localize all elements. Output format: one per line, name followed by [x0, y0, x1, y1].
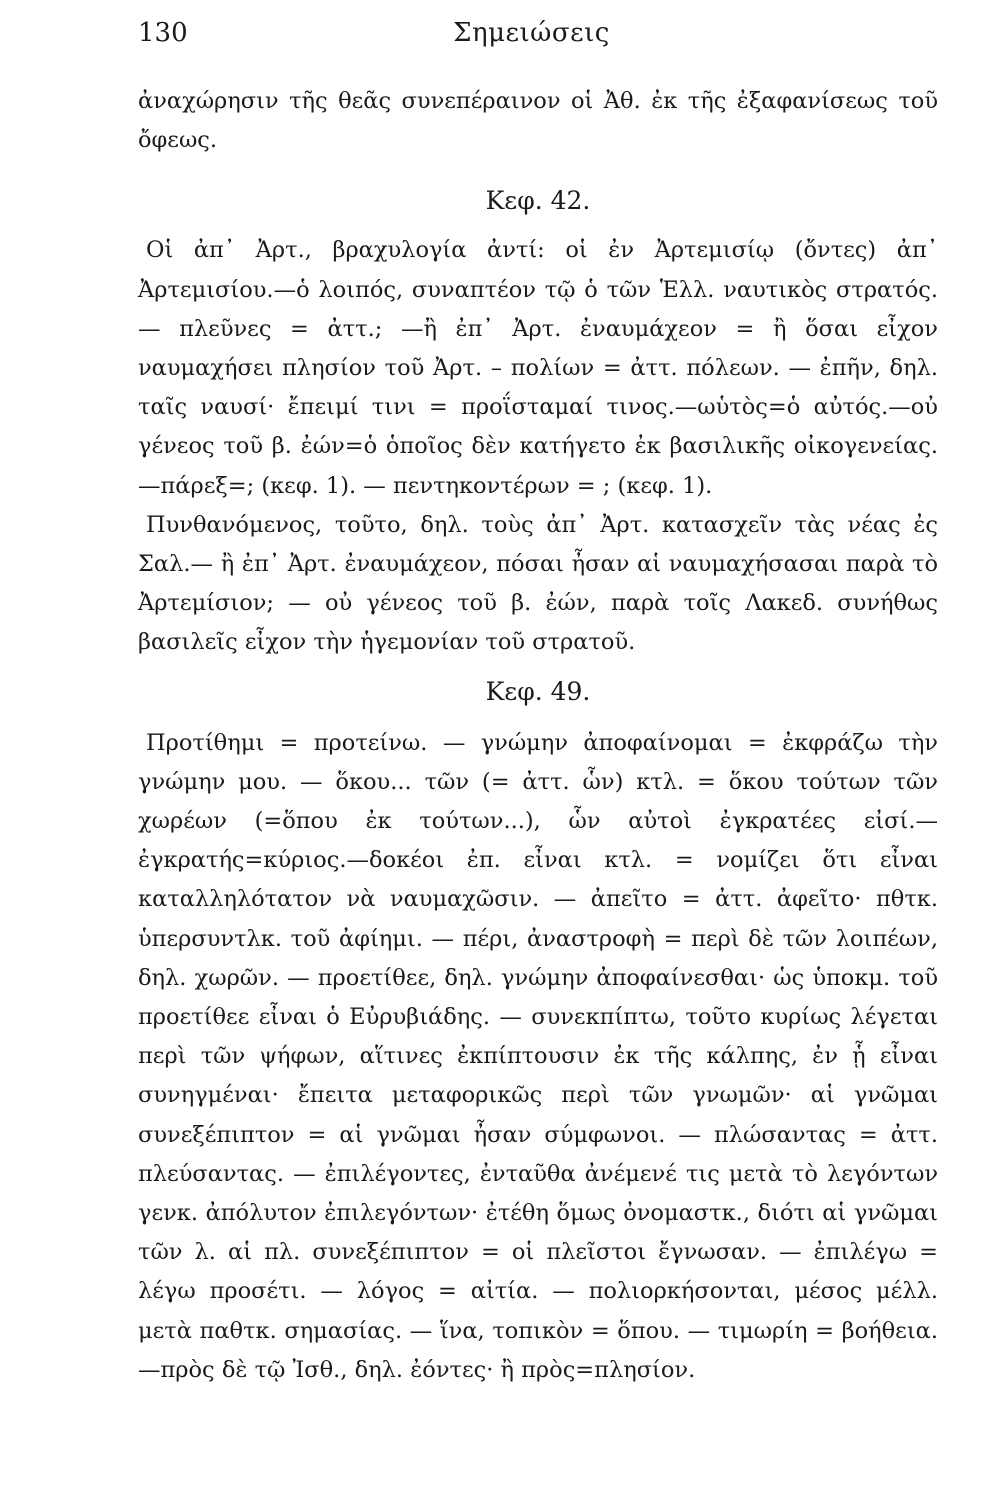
running-title: Σημειώσεις [453, 18, 610, 48]
page-number: 130 [138, 18, 188, 48]
page-body [138, 82, 938, 1390]
chapter-heading-49: Κεφ. 49. [485, 676, 591, 706]
chapter-49-paragraph-1: Προτίθημι = προτείνω. — γνώμην ἀποφαίνομαι = ἐκφράζω τὴν γνώμην μου. — ὅκου... τῶν (= ἀττ. ὧν) κτλ. = ὅκου τούτων τῶν χωρέων (=ὅπου ἐκ τούτων...), ὧν αὐτοὶ ἐγκρατέες εἰσί.—ἐγκρατής=κύριος.—δοκέοι ἐπ. εἶναι κτλ. = νομίζει ὅτι εἶναι καταλληλότατον νὰ ναυμαχῶσιν. — ἀπεῖτο = ἀττ. ἀφεῖτο· πθτκ. ὑπερσυντλκ. τοῦ ἀφίημι. — πέρι, ἀναστροφὴ = περὶ δὲ τῶν λοιπέων, δηλ. χωρῶν. — προετίθεε, δηλ. γνώμην ἀποφαίνεσθαι· ὡς ὑποκμ. τοῦ προετίθεε εἶναι ὁ Εὐρυβιάδης. — συνεκπίπτω, τοῦτο κυρίως λέγεται περὶ τῶν ψήφων, αἵτινες ἐκπίπτουσιν ἐκ τῆς κάλπης, ἐν ᾗ εἶναι συνηγμέναι· ἔπειτα μεταφορικῶς περὶ τῶν γνωμῶν· αἱ γνῶμαι συνεξέπιπτον = αἱ γνῶμαι ἦσαν σύμφωνοι. — πλώσαντας = ἀττ. πλεύσαντας. — ἐπιλέγοντες, ἐνταῦθα ἀνέμενέ τις μετὰ τὸ λεγόντων γενκ. ἀπόλυτον ἐπιλεγόντων· ἐτέθη ὅμως ὀνομαστκ., διότι αἱ γνῶμαι τῶν λ. αἱ πλ. συνεξέπιπτον = οἱ πλεῖστοι ἔγνωσαν. — ἐπιλέγω = λέγω προσέτι. — λόγος = αἰτία. — πολιορκήσονται, μέσος μέλλ. μετὰ παθτκ. σημασίας. — ἵνα, τοπικὸν = ὅπου. — τιμωρίη = βοήθεια.—πρὸς δὲ τῷ Ἰσθ., δηλ. ἐόντες· ἢ πρὸς=πλησίον. [138, 729, 938, 1383]
page-header [138, 18, 925, 58]
chapter-42-paragraph-2: Πυνθανόμενος, τοῦτο, δηλ. τοὺς ἀπ᾽ Ἀρτ. κατασχεῖν τὰς νέας ἐς Σαλ.— ἢ ἐπ᾽ Ἀρτ. ἐναυμάχεον, πόσαι ἦσαν αἱ ναυμαχήσασαι παρὰ τὸ Ἀρτεμίσιον; — οὐ γένεος τοῦ β. ἐών, παρὰ τοῖς Λακεδ. συνήθως βασιλεῖς εἶχον τὴν ἡγεμονίαν τοῦ στρατοῦ. [138, 511, 938, 656]
intro-paragraph: ἀναχώρησιν τῆς θεᾶς συνεπέραινον οἱ Ἀθ. ἐκ τῆς ἐξαφανίσεως τοῦ ὄφεως. [138, 88, 938, 154]
chapter-heading-42: Κεφ. 42. [485, 186, 591, 216]
chapter-42-paragraph-1: Οἱ ἀπ᾽ Ἀρτ., βραχυλογία ἀντί: οἱ ἐν Ἀρτεμισίῳ (ὄντες) ἀπ᾽ Ἀρτεμισίου.—ὁ λοιπός, συναπτέον τῷ ὁ τῶν Ἑλλ. ναυτικὸς στρατός. — πλεῦνες = ἀττ.; —ἢ ἐπ᾽ Ἀρτ. ἐναυμάχεον = ἢ ὅσαι εἶχον ναυμαχήσει πλησίον τοῦ Ἀρτ. – πολίων = ἀττ. πόλεων. — ἐπῆν, δηλ. ταῖς ναυσί· ἔπειμί τινι = προΐσταμαί τινος.—ωὑτὸς=ὁ αὐτός.—οὐ γένεος τοῦ β. ἐών=ὁ ὁποῖος δὲν κατήγετο ἐκ βασιλικῆς οἰκογενείας.—πάρεξ=; (κεφ. 1). — πεντηκοντέρων = ; (κεφ. 1). [138, 237, 938, 499]
